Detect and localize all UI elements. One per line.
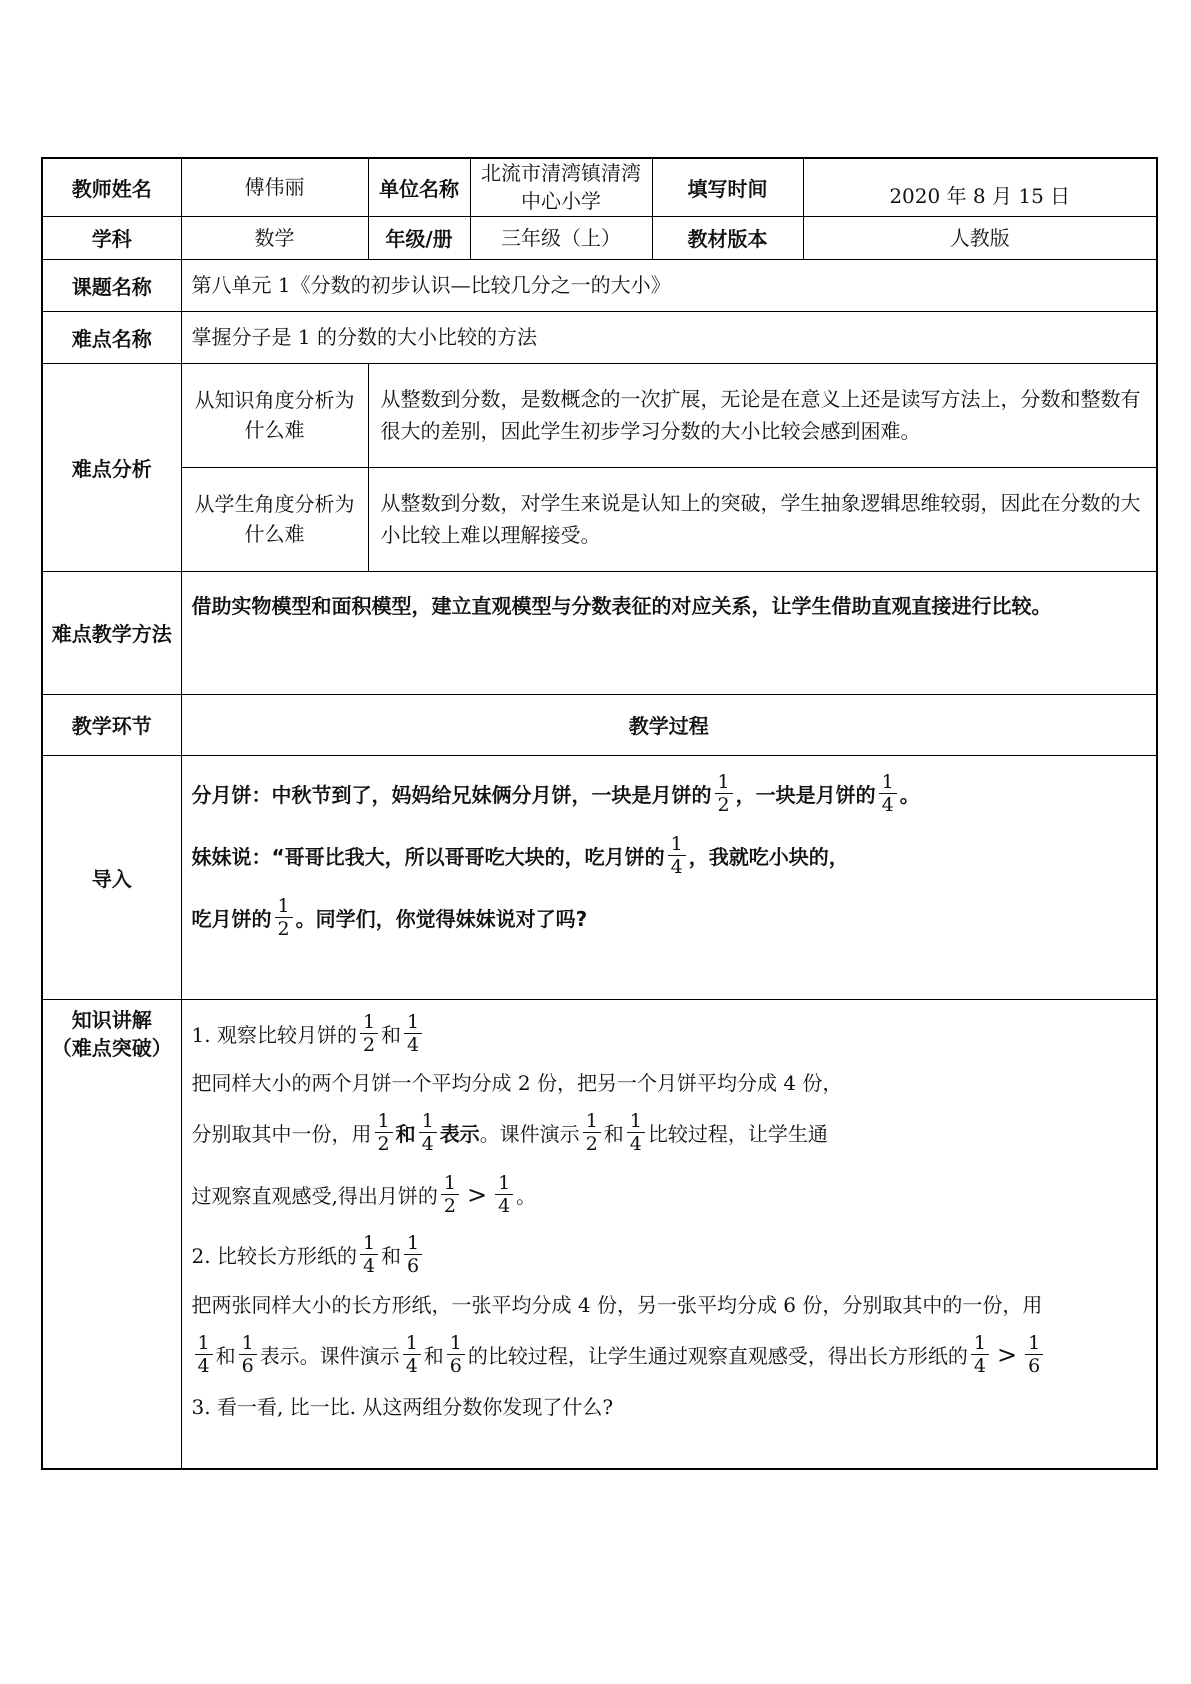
fraction-sixth: [447, 1332, 465, 1377]
explain-text: 和: [215, 1344, 236, 1368]
denominator: 2: [443, 1195, 456, 1217]
denominator: 2: [377, 1133, 390, 1155]
explain-text: 表示。课件演示: [259, 1344, 400, 1368]
student-label-line-2: 什么难: [244, 522, 305, 546]
process-label: 教学过程: [181, 694, 1157, 755]
numerator: 1: [971, 1332, 989, 1355]
intro-line-3: [192, 888, 1147, 948]
analysis-label: 难点分析: [42, 363, 181, 571]
numerator: 1: [375, 1110, 393, 1133]
denominator: 6: [241, 1355, 254, 1377]
fraction-half: [375, 1110, 393, 1155]
explain-text: 和: [423, 1344, 444, 1368]
difficulty-label: 难点名称: [42, 311, 181, 363]
explain-text: 2. 比较长方形纸的: [191, 1244, 357, 1268]
explain-text: 的比较过程，让学生通过观察直观感受，得出长方形纸的: [467, 1344, 968, 1368]
fraction-half: [715, 771, 733, 816]
denominator: 4: [407, 1034, 420, 1056]
edition-value: 人教版: [803, 216, 1157, 259]
method-row: [42, 571, 1157, 694]
knowledge-label-line-2: 什么难: [244, 418, 305, 442]
fraction-quarter: [971, 1332, 989, 1377]
topic-value: 第八单元 1《分数的初步认识—比较几分之一的大小》: [181, 259, 1157, 311]
intro-text: ，一块是月饼的: [735, 783, 876, 807]
intro-label: 导入: [42, 755, 181, 999]
teacher-label: 教师姓名: [42, 158, 181, 216]
explain-row: [42, 999, 1157, 1469]
denominator: 2: [277, 918, 290, 940]
process-stage-label: 教学环节: [42, 694, 181, 755]
process-header-row: [42, 694, 1157, 755]
fraction-sixth: [239, 1332, 257, 1377]
knowledge-label-line-1: 从知识角度分析为: [194, 388, 355, 412]
denominator: 4: [197, 1355, 210, 1377]
fraction-half: [275, 895, 293, 940]
numerator: 1: [404, 1011, 422, 1034]
explain-text: 和: [381, 1244, 402, 1268]
explain-line-3: [192, 1102, 1147, 1164]
numerator: 1: [715, 771, 733, 794]
explain-label-line-1: 知识讲解: [71, 1007, 152, 1032]
denominator: 4: [405, 1355, 418, 1377]
explain-text: 比较过程，让学生通: [647, 1122, 828, 1146]
subject-value: 数学: [181, 216, 368, 259]
method-label: 难点教学方法: [42, 571, 181, 694]
explain-text: 。课件演示: [479, 1122, 580, 1146]
explain-text: 表示: [439, 1122, 480, 1146]
fraction-quarter: [403, 1332, 421, 1377]
explain-line-4: [192, 1164, 1147, 1226]
explain-line-6: 把两张同样大小的长方形纸，一张平均分成 4 份，另一张平均分成 6 份，分别取其中的一份，用: [191, 1293, 1043, 1317]
fraction-quarter: [879, 771, 897, 816]
denominator: 6: [1028, 1355, 1041, 1377]
intro-text: ，我就吃小块的，: [688, 845, 849, 869]
explain-text: 分别取其中一份，用: [191, 1122, 372, 1146]
difficulty-row: [42, 311, 1157, 363]
denominator: 4: [421, 1133, 434, 1155]
explain-text: 和: [381, 1023, 402, 1047]
knowledge-analysis-text: 从整数到分数，是数概念的一次扩展，无论是在意义上还是读写方法上，分数和整数有很大的差别，因此学生初步学习分数的大小比较会感到困难。: [368, 363, 1157, 467]
header-row-1: [42, 158, 1157, 216]
edition-label: 教材版本: [652, 216, 803, 259]
numerator: 1: [583, 1110, 601, 1133]
intro-text: 。同学们，你觉得妹妹说对了吗?: [295, 907, 588, 931]
explain-label-line-2: （难点突破）: [51, 1035, 172, 1060]
numerator: 1: [495, 1172, 513, 1195]
fraction-half: [583, 1110, 601, 1155]
numerator: 1: [627, 1110, 645, 1133]
fraction-quarter: [404, 1011, 422, 1056]
numerator: 1: [1025, 1332, 1043, 1355]
explain-text: 和: [603, 1122, 624, 1146]
explain-label: [42, 999, 181, 1469]
numerator: 1: [239, 1332, 257, 1355]
denominator: 4: [881, 794, 894, 816]
grade-value: 三年级（上）: [470, 216, 652, 259]
numerator: 1: [447, 1332, 465, 1355]
date-value: 2020 年 8 月 15 日: [803, 158, 1157, 216]
greater-than: >: [996, 1340, 1018, 1369]
explain-line-2: 把同样大小的两个月饼一个平均分成 2 份，把另一个月饼平均分成 4 份，: [191, 1071, 843, 1095]
fraction-sixth: [404, 1232, 422, 1277]
unit-label: 单位名称: [368, 158, 470, 216]
intro-line-2: [192, 824, 1147, 888]
denominator: 4: [498, 1195, 511, 1217]
intro-content: [181, 755, 1157, 999]
denominator: 4: [973, 1355, 986, 1377]
knowledge-analysis-label: [181, 363, 368, 467]
topic-row: [42, 259, 1157, 311]
intro-text: 妹妹说：“哥哥比我大，所以哥哥吃大块的，吃月饼的: [191, 845, 665, 869]
fraction-half: [360, 1011, 378, 1056]
unit-line-1: 北流市清湾镇清湾: [481, 161, 641, 186]
explain-text: 过观察直观感受,得出月饼的: [191, 1184, 438, 1208]
numerator: 1: [360, 1011, 378, 1034]
numerator: 1: [195, 1332, 213, 1355]
intro-text: 分月饼：中秋节到了，妈妈给兄妹俩分月饼，一块是月饼的: [191, 783, 712, 807]
analysis-row-1: [42, 363, 1157, 467]
fraction-half: [441, 1172, 459, 1217]
intro-text: 吃月饼的: [191, 907, 272, 931]
denominator: 2: [585, 1133, 598, 1155]
numerator: 1: [879, 771, 897, 794]
subject-label: 学科: [42, 216, 181, 259]
explain-line-7: [192, 1324, 1147, 1386]
fraction-quarter: [627, 1110, 645, 1155]
denominator: 6: [449, 1355, 462, 1377]
denominator: 2: [717, 794, 730, 816]
intro-line-1: [192, 764, 1147, 824]
denominator: 4: [629, 1133, 642, 1155]
fraction-quarter: [668, 833, 686, 878]
numerator: 1: [404, 1232, 422, 1255]
explain-text: 1. 观察比较月饼的: [191, 1023, 357, 1047]
grade-label: 年级/册: [368, 216, 470, 259]
numerator: 1: [403, 1332, 421, 1355]
intro-text: 。: [899, 783, 920, 807]
fraction-quarter: [195, 1332, 213, 1377]
fraction-quarter: [495, 1172, 513, 1217]
numerator: 1: [275, 895, 293, 918]
explain-content: [181, 999, 1157, 1469]
denominator: 2: [362, 1034, 376, 1056]
student-analysis-text: 从整数到分数，对学生来说是认知上的突破，学生抽象逻辑思维较弱，因此在分数的大小比较上难以理解接受。: [368, 467, 1157, 571]
explain-line-8: 3. 看一看, 比一比. 从这两组分数你发现了什么?: [191, 1395, 614, 1419]
method-text: 借助实物模型和面积模型，建立直观模型与分数表征的对应关系，让学生借助直观直接进行比较。: [181, 571, 1157, 694]
teacher-name: 傅伟丽: [181, 158, 368, 216]
unit-line-2: 中心小学: [521, 189, 601, 214]
unit-name: [470, 158, 652, 216]
denominator: 4: [362, 1255, 376, 1277]
explain-text: 。: [516, 1184, 537, 1208]
date-label: 填写时间: [652, 158, 803, 216]
fraction-sixth: [1025, 1332, 1043, 1377]
explain-text: 和: [395, 1122, 416, 1146]
numerator: 1: [419, 1110, 437, 1133]
analysis-row-2: [42, 467, 1157, 571]
fraction-quarter: [360, 1232, 378, 1277]
header-row-2: [42, 216, 1157, 259]
denominator: 4: [670, 856, 683, 878]
difficulty-value: 掌握分子是 1 的分数的大小比较的方法: [181, 311, 1157, 363]
explain-line-5: [192, 1226, 1147, 1284]
intro-row: [42, 755, 1157, 999]
numerator: 1: [360, 1232, 378, 1255]
topic-label: 课题名称: [42, 259, 181, 311]
denominator: 6: [407, 1255, 420, 1277]
numerator: 1: [441, 1172, 459, 1195]
explain-line-1: [192, 1006, 1147, 1062]
lesson-plan-table: [41, 157, 1158, 1470]
greater-than: >: [466, 1180, 488, 1209]
fraction-quarter: [419, 1110, 437, 1155]
student-analysis-label: [181, 467, 368, 571]
numerator: 1: [668, 833, 686, 856]
student-label-line-1: 从学生角度分析为: [194, 492, 355, 516]
